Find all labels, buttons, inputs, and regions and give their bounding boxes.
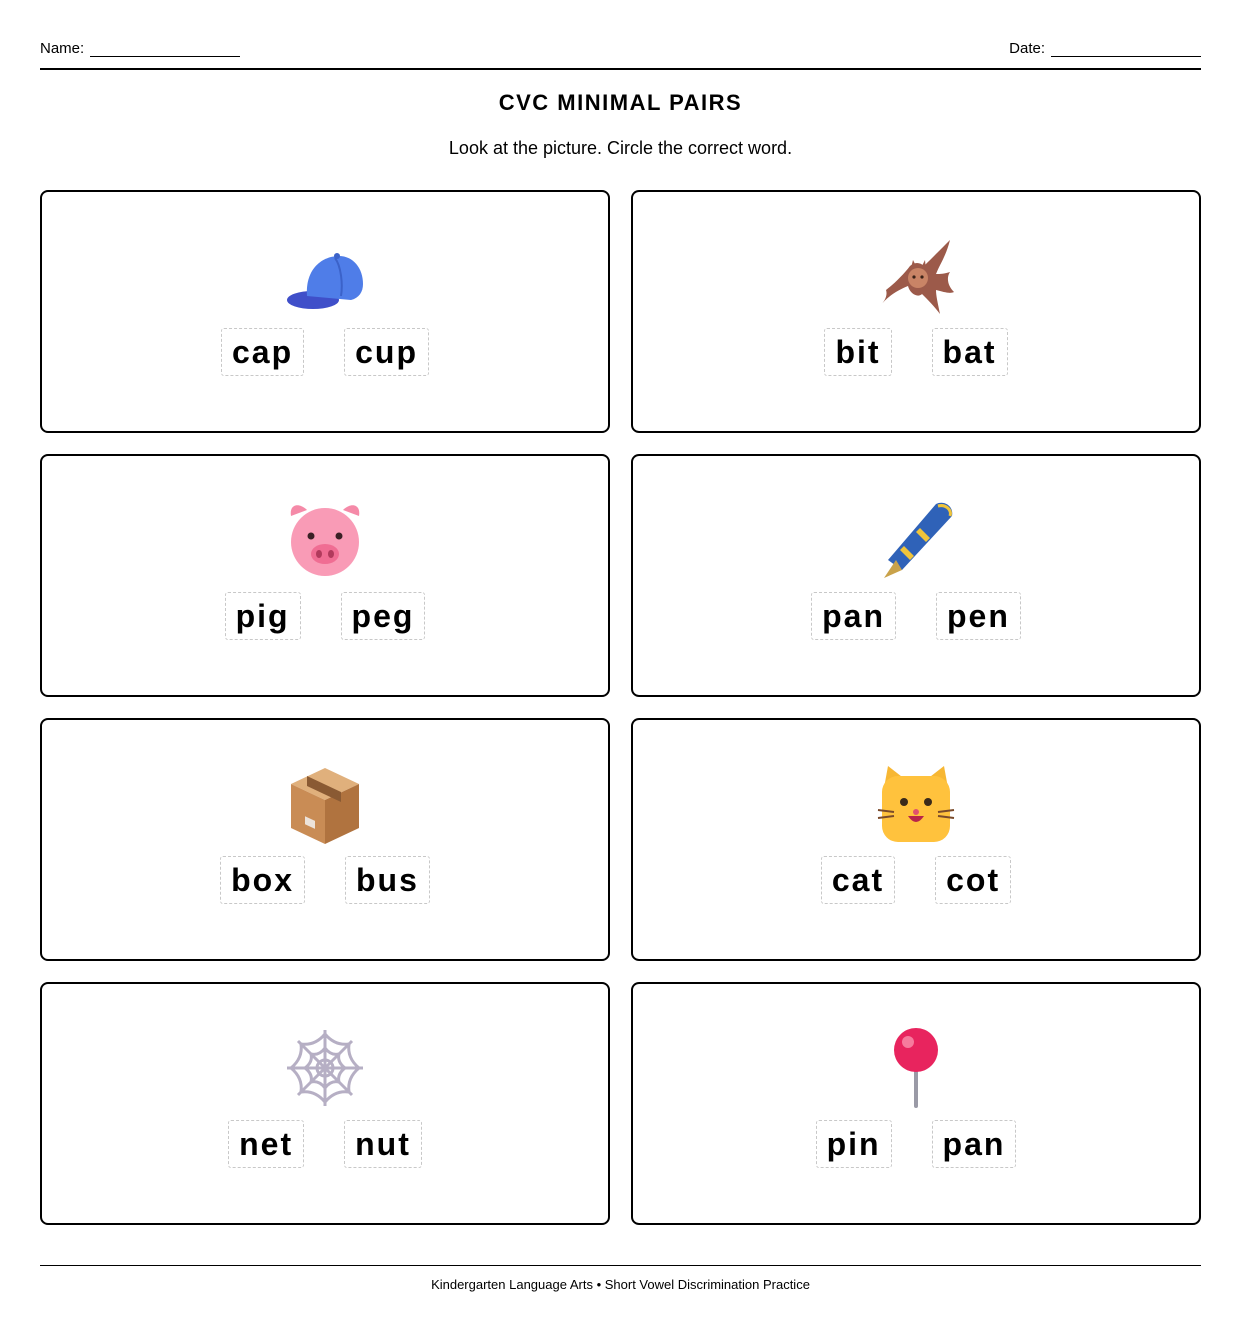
spider-web-icon: [283, 1026, 367, 1110]
word-option[interactable]: pig: [225, 592, 301, 640]
word-option[interactable]: bus: [345, 856, 430, 904]
word-option[interactable]: cap: [221, 328, 304, 376]
card-pig: [40, 454, 610, 697]
worksheet-header: [40, 36, 1201, 70]
card-pen: [631, 454, 1201, 697]
footer-text: Kindergarten Language Arts • Short Vowel Discrimination Practice: [431, 1277, 810, 1292]
word-option[interactable]: bat: [932, 328, 1008, 376]
word-choices: [220, 856, 430, 904]
word-choices: [811, 592, 1021, 640]
word-option[interactable]: cup: [344, 328, 429, 376]
word-choices: [824, 328, 1007, 376]
cat-icon: [874, 762, 958, 846]
word-option[interactable]: cot: [935, 856, 1011, 904]
word-choices: [225, 592, 426, 640]
card-box: [40, 718, 610, 961]
word-option[interactable]: pen: [936, 592, 1021, 640]
box-icon: [283, 762, 367, 846]
bat-icon: [874, 234, 958, 318]
card-bat: [631, 190, 1201, 433]
name-field: [40, 40, 240, 57]
word-choices: [221, 328, 429, 376]
word-choices: [821, 856, 1011, 904]
word-option[interactable]: pan: [932, 1120, 1017, 1168]
word-choices: [228, 1120, 422, 1168]
word-option[interactable]: peg: [341, 592, 426, 640]
pin-icon: [874, 1026, 958, 1110]
pen-icon: [874, 498, 958, 582]
word-option[interactable]: net: [228, 1120, 304, 1168]
name-blank-line[interactable]: [90, 42, 240, 57]
name-label: Name:: [40, 40, 85, 57]
word-option[interactable]: box: [220, 856, 305, 904]
card-grid: [40, 190, 1201, 1225]
cap-icon: [283, 234, 367, 318]
word-option[interactable]: nut: [344, 1120, 422, 1168]
pig-icon: [283, 498, 367, 582]
word-option[interactable]: pan: [811, 592, 896, 640]
word-option[interactable]: bit: [824, 328, 891, 376]
word-option[interactable]: cat: [821, 856, 895, 904]
card-net: [40, 982, 610, 1225]
date-blank-line[interactable]: [1051, 42, 1201, 57]
card-pin: [631, 982, 1201, 1225]
date-label: Date:: [1009, 40, 1045, 57]
date-field: [1009, 40, 1201, 57]
footer-divider: [40, 1265, 1201, 1266]
card-cat: [631, 718, 1201, 961]
card-cap: [40, 190, 610, 433]
word-choices: [816, 1120, 1017, 1168]
word-option[interactable]: pin: [816, 1120, 892, 1168]
page-title: CVC MINIMAL PAIRS: [498, 90, 743, 115]
instructions: Look at the picture. Circle the correct word.: [448, 138, 793, 158]
